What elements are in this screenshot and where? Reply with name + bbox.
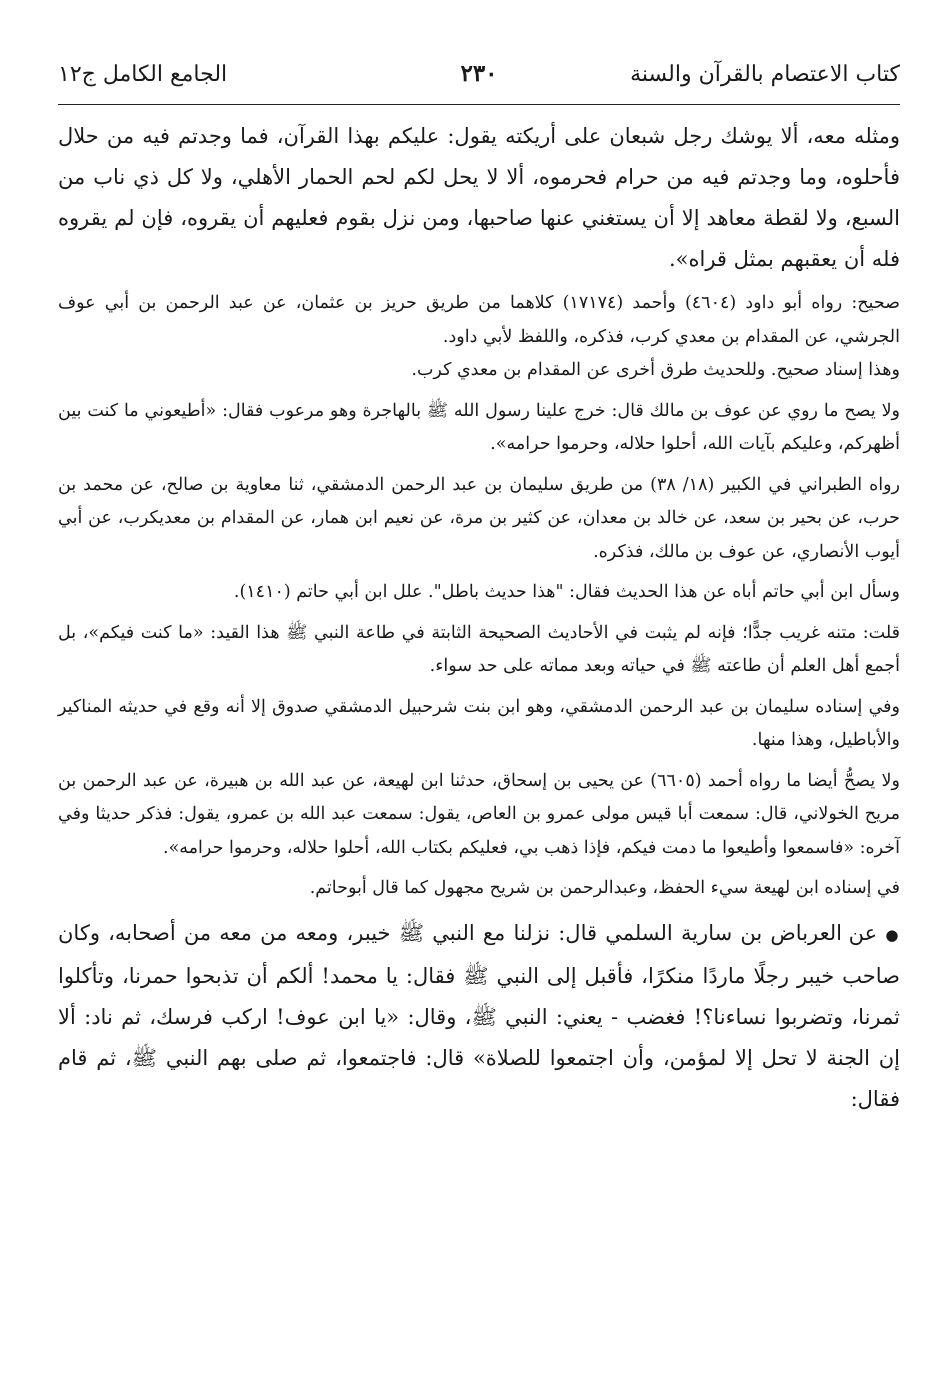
bullet-icon: ●: [885, 925, 900, 944]
tabarani-note: رواه الطبراني في الكبير (١٨/ ٣٨) من طريق سليمان بن عبد الرحمن الدمشقي، ثنا معاوية بن صالح، عن محمد بن حرب، عن بحير بن سعد، عن خالد بن معدان، عن كثير بن مرة، عن نعيم ابن همار، عن المقدام بن معديكرب، عن أبي أيوب الأنصاري، عن عوف بن مالك، فذكره.: [58, 474, 901, 562]
ilal-note: وسأل ابن أبي حاتم أباه عن هذا الحديث فقال: "هذا حديث باطل". علل ابن أبي حاتم (١٤١٠).: [233, 582, 900, 602]
irbad-hadith-text: عن العرباض بن سارية السلمي قال: نزلنا مع النبي ﷺ خيبر، ومعه من معه من أصحابه، وكان صاحب خيبر رجلًا ماردًا منكرًا، فأقبل إلى النبي ﷺ فقال: يا محمد! ألكم أن تذبحوا حمرنا، وتأكلوا ثمرنا، وتضربوا نساءنا؟! فغضب - يعني: النبي ﷺ، وقال: «يا ابن عوف! اركب فرسك، ثم ناد: ألا إن الجنة لا تحل إلا لمؤمن، وأن اجتمعوا للصلاة» قال: فاجتمعوا، ثم صلى بهم النبي ﷺ، ثم قام فقال:: [58, 920, 900, 1111]
hadith-text: ومثله معه، ألا يوشك رجل شبعان على أريكته يقول: عليكم بهذا القرآن، فما وجدتم فيه من حلال فأحلوه، وما وجدتم فيه من حرام فحرموه، ألا لا يحل لكم لحم الحمار الأهلي، ولا كل ذي ناب من السبع، ولا لقطة معاهد إلا أن يستغني عنها صاحبها، ومن نزل بقوم فعليهم أن يقروه، فإن لم يقروه فله أن يعقبهم بمثل قراه».: [58, 124, 900, 271]
isnad-critique: وفي إسناده سليمان بن عبد الرحمن الدمشقي، وهو ابن بنت شرحبيل الدمشقي صدوق إلا أنه وقع في حديثه المناكير والأباطيل، وهذا منها.: [58, 696, 900, 750]
book-volume: الجامع الكامل ج١٢: [58, 62, 228, 87]
page-header: [58, 58, 900, 98]
header-rule: [58, 104, 900, 105]
page-body: [58, 116, 900, 1120]
irbad-hadith: [58, 913, 900, 1120]
ibn-lahia-note: في إسناده ابن لهيعة سيء الحفظ، وعبدالرحمن بن شريح مجهول كما قال أبوحاتم.: [309, 878, 900, 898]
ahmad-narration: ولا يصحُّ أيضا ما رواه أحمد (٦٦٠٥) عن يحيى بن إسحاق، حدثنا ابن لهيعة، عن عبد الله بن هبيرة، عن عبد الرحمن بن مريح الخولاني، قال: سمعت أبا قيس مولى عمرو بن العاص، يقول: سمعت عبد الله بن عمرو، يقول: فذكر حديثا وفي آخره: «فاسمعوا وأطيعوا ما دمت فيكم، فإذا ذهب بي، فعليكم بكتاب الله، أحلوا حلاله، وحرموا حرامه».: [58, 770, 900, 858]
author-comment: قلت: متنه غريب جدًّا؛ فإنه لم يثبت في الأحاديث الصحيحة الثابتة في طاعة النبي ﷺ هذا القيد: «ما كنت فيكم»، بل أجمع أهل العلم أن طاعته ﷺ في حياته وبعد مماته على حد سواء.: [58, 622, 900, 676]
running-title: كتاب الاعتصام بالقرآن والسنة: [630, 62, 900, 87]
page-number: ٢٣٠: [460, 60, 498, 87]
weak-narration: ولا يصح ما روي عن عوف بن مالك قال: خرج علينا رسول الله ﷺ بالهاجرة وهو مرعوب فقال: «أطيعوني ما كنت بين أظهركم، وعليكم بآيات الله، أحلوا حلاله، وحرموا حرامه».: [58, 400, 900, 454]
takhrij-note: صحيح: رواه أبو داود (٤٦٠٤) وأحمد (١٧١٧٤) كلاهما من طريق حريز بن عثمان، عن عبد الرحمن بن أبي عوف الجرشي، عن المقدام بن معدي كرب، فذكره، واللفظ لأبي داود.: [58, 293, 900, 347]
isnad-note: وهذا إسناد صحيح. وللحديث طرق أخرى عن المقدام بن معدي كرب.: [411, 360, 900, 380]
